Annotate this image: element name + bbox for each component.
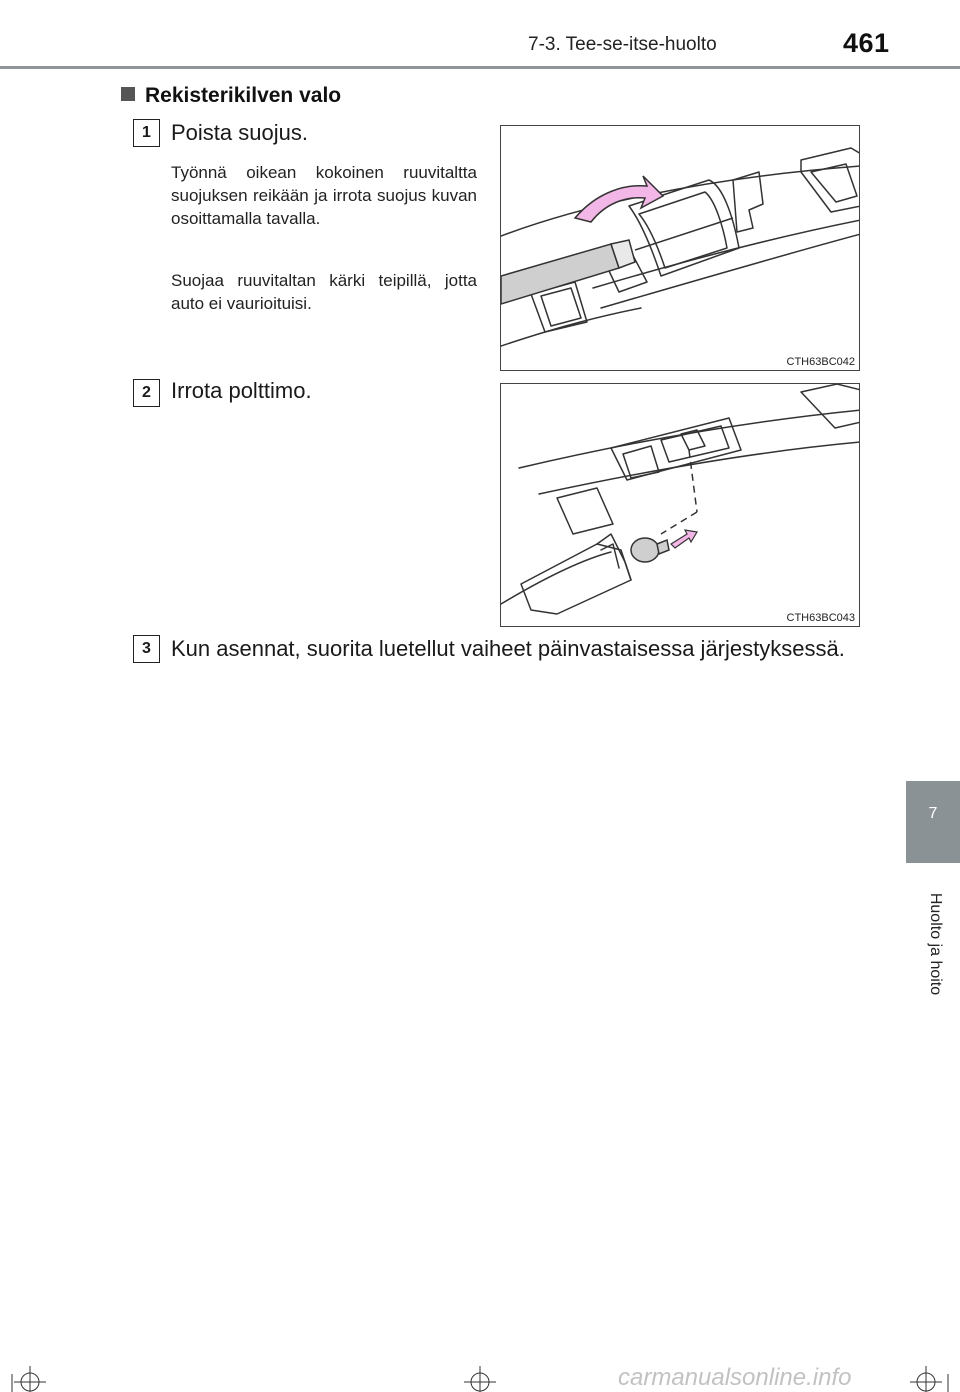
- chapter-tab-number: 7: [928, 805, 938, 822]
- figure-remove-bulb: [500, 383, 860, 627]
- step-number-1: 1: [133, 119, 160, 147]
- step-1-note-2: Suojaa ruuvitaltan kärki teipillä, jotta auto ei vaurioituisi.: [171, 271, 477, 313]
- crop-mark-center-icon: [460, 1360, 500, 1392]
- crop-mark-left-icon: [10, 1360, 50, 1392]
- step-number-2: 2: [133, 379, 160, 407]
- section-heading-text: Rekisterikilven valo: [145, 84, 342, 107]
- header-rule: [0, 66, 960, 69]
- step-1-note-1: Työnnä oikean kokoinen ruuvitaltta suojuksen reikään ja irrota suojus kuvan osoittamalla tavalla.: [171, 163, 477, 228]
- section-heading: [121, 84, 341, 108]
- figure-1-code: CTH63BC042: [786, 356, 855, 368]
- bullet-square-icon: [121, 87, 135, 101]
- figure-2-code: CTH63BC043: [786, 612, 855, 624]
- figure-remove-cover: [500, 125, 860, 371]
- page-number: 461: [843, 28, 890, 58]
- step-3-text: Kun asennat, suorita luetellut vaiheet päinvastaisessa järjestyksessä.: [171, 636, 845, 661]
- watermark: carmanualsonline.info: [618, 1364, 852, 1391]
- step-2-text: Irrota polttimo.: [171, 378, 312, 403]
- chapter-tab-label: Huolto ja hoito: [927, 892, 944, 996]
- crop-mark-right-icon: [906, 1360, 950, 1392]
- chapter-tab: [906, 781, 960, 863]
- step-number-3: 3: [133, 635, 160, 663]
- step-1-text: Poista suojus.: [171, 120, 308, 145]
- header-section-title: 7-3. Tee-se-itse-huolto: [528, 34, 717, 55]
